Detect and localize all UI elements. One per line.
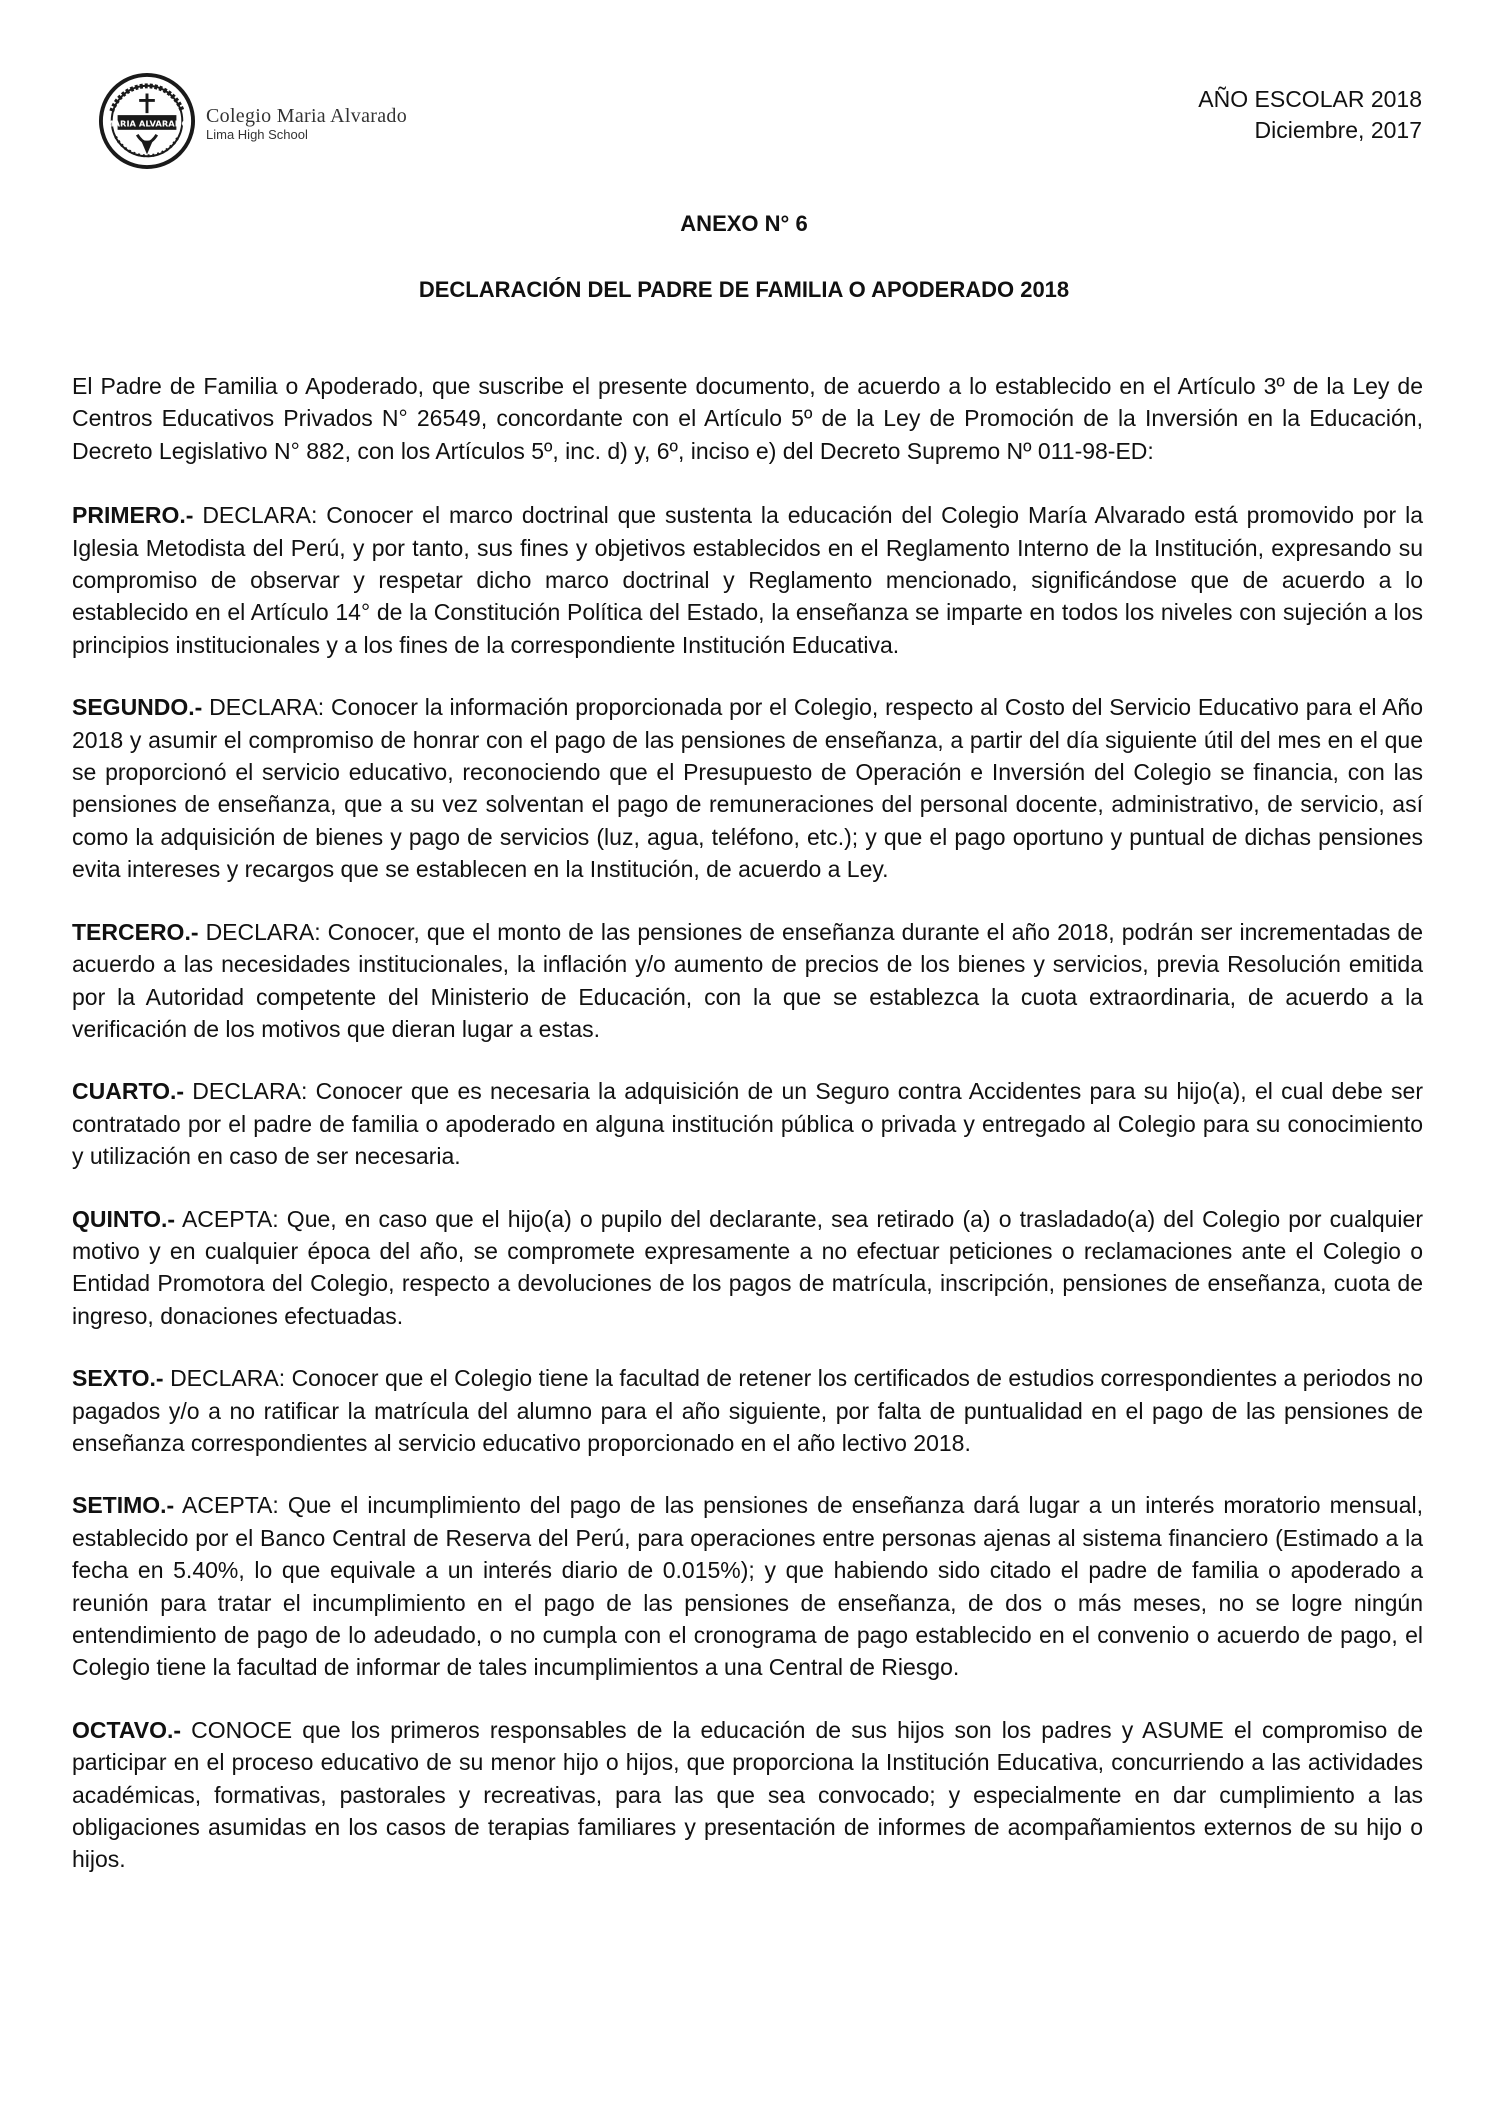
clause-tercero bbox=[72, 916, 1423, 1046]
clause-text: DECLARA: Conocer la información proporcionada por el Colegio, respecto al Costo del Servicio Educativo para el Año 2018 y asumir el compromiso de honrar con el pago de las pensiones de enseñanza, a partir del día siguiente útil del mes en el que se proporcionó el servicio educativo, reconociendo que el Presupuesto de Operación e Inversión del Colegio se financia, con las pensiones de enseñanza, que a su vez solventan el pago de remuneraciones del personal docente, administrativo, de servicio, así como la adquisición de bienes y pago de servicios (luz, agua, teléfono, etc.); y que el pago oportuno y puntual de dichas pensiones evita intereses y recargos que se establecen en la Institución, de acuerdo a Ley. bbox=[72, 694, 1423, 883]
school-year: AÑO ESCOLAR 2018 bbox=[1198, 86, 1422, 112]
annex-title: ANEXO N° 6 bbox=[680, 211, 808, 236]
school-logo bbox=[98, 72, 407, 170]
clause-quinto bbox=[72, 1203, 1423, 1333]
clause-cuarto bbox=[72, 1075, 1423, 1172]
clause-text: DECLARA: Conocer el marco doctrinal que sustenta la educación del Colegio María Alvarado está promovido por la Iglesia Metodista del Perú, y por tanto, sus fines y objetivos establecidos en el Reglamento Interno de la Institución, expresando su compromiso de observar y respetar dicho marco doctrinal y Reglamento mencionado, significándose que de acuerdo a lo establecido en el Artículo 14° de la Constitución Política del Estado, la enseñanza se imparte en todos los niveles con sujeción a los principios institucionales y a los fines de la correspondiente Institución Educativa. bbox=[72, 502, 1423, 658]
school-seal-icon bbox=[98, 72, 196, 170]
clause-text: ACEPTA: Que, en caso que el hijo(a) o pupilo del declarante, sea retirado (a) o trasladado(a) del Colegio por cualquier motivo y en cualquier época del año, se compromete expresamente a no efectuar peticiones o reclamaciones ante el Colegio o Entidad Promotora del Colegio, respecto a devoluciones de los pagos de matrícula, inscripción, pensiones de enseñanza, cuota de ingreso, donaciones efectuadas. bbox=[72, 1205, 1423, 1329]
clause-heading: OCTAVO.- bbox=[72, 1716, 182, 1743]
seal-text: MARIA ALVARADO bbox=[105, 118, 189, 129]
clause-text: DECLARA: Conocer que es necesaria la adquisición de un Seguro contra Accidentes para su hijo(a), el cual debe ser contratado por el padre de familia o apoderado en alguna institución pública o privada y entregado al Colegio para su conocimiento y utilización en caso de ser necesaria. bbox=[72, 1078, 1423, 1170]
clause-setimo bbox=[72, 1489, 1423, 1683]
clause-heading: SEGUNDO.- bbox=[72, 694, 203, 721]
clause-heading: CUARTO.- bbox=[72, 1078, 185, 1105]
declaration-title: DECLARACIÓN DEL PADRE DE FAMILIA O APODERADO 2018 bbox=[418, 277, 1070, 302]
school-name: Colegio Maria Alvarado bbox=[206, 104, 407, 127]
clause-heading: QUINTO.- bbox=[72, 1205, 176, 1232]
clause-text: CONOCE que los primeros responsables de la educación de sus hijos son los padres y ASUME el compromiso de participar en el proceso educativo de su menor hijo o hijos, que proporciona la Institución Educativa, concurriendo a las actividades académicas, formativas, pastorales y recreativas, para las que sea convocado; y especialmente en dar cumplimiento a las obligaciones asumidas en los casos de terapias familiares y presentación de informes de acompañamientos externos de su hijo o hijos. bbox=[72, 1716, 1423, 1873]
intro-paragraph: El Padre de Familia o Apoderado, que suscribe el presente documento, de acuerdo a lo establecido en el Artículo 3º de la Ley de Centros Educativos Privados N° 26549, concordante con el Artículo 5º de la Ley de Promoción de la Inversión en la Educación, Decreto Legislativo N° 882, con los Artículos 5º, inc. d) y, 6º, inciso e) del Decreto Supremo Nº 011-98-ED: bbox=[72, 373, 1423, 464]
clause-sexto bbox=[72, 1362, 1423, 1459]
clause-octavo bbox=[72, 1714, 1423, 1876]
document-date: Diciembre, 2017 bbox=[1254, 117, 1422, 143]
clause-heading: TERCERO.- bbox=[72, 918, 199, 945]
clause-text: ACEPTA: Que el incumplimiento del pago de las pensiones de enseñanza dará lugar a un interés moratorio mensual, establecido por el Banco Central de Reserva del Perú, para operaciones entre personas ajenas al sistema financiero (Estimado a la fecha en 5.40%, lo que equivale a un interés diario de 0.015%); y que habiendo sido citado el padre de familia o apoderado a reunión para tratar el incumplimiento en el pago de las pensiones de enseñanza, de dos o más meses, no se logre ningún entendimiento de pago de lo adeudado, o no cumpla con el cronograma de pago establecido en el convenio o acuerdo de pago, el Colegio tiene la facultad de informar de tales incumplimientos a una Central de Riesgo. bbox=[72, 1492, 1423, 1681]
header-meta bbox=[1198, 84, 1422, 146]
clause-heading: SETIMO.- bbox=[72, 1492, 175, 1519]
document-body bbox=[72, 370, 1423, 1906]
clause-heading: PRIMERO.- bbox=[72, 502, 194, 529]
clause-text: DECLARA: Conocer, que el monto de las pensiones de enseñanza durante el año 2018, podrán ser incrementadas de acuerdo a las necesidades institucionales, la inflación y/o aumento de precios de los bienes y servicios, previa Resolución emitida por la Autoridad competente del Ministerio de Educación, con la que se establezca la cuota extraordinaria, de acuerdo a la verificación de los motivos que dieran lugar a estas. bbox=[72, 918, 1423, 1042]
clause-heading: SEXTO.- bbox=[72, 1365, 164, 1392]
clause-segundo bbox=[72, 691, 1423, 885]
clause-text: DECLARA: Conocer que el Colegio tiene la facultad de retener los certificados de estudios correspondientes a periodos no pagados y/o a no ratificar la matrícula del alumno para el año siguiente, por falta de puntualidad en el pago de las pensiones de enseñanza correspondientes al servicio educativo proporcionado en el año lectivo 2018. bbox=[72, 1365, 1423, 1456]
clause-primero bbox=[72, 499, 1423, 661]
school-subtitle: Lima High School bbox=[206, 126, 308, 142]
